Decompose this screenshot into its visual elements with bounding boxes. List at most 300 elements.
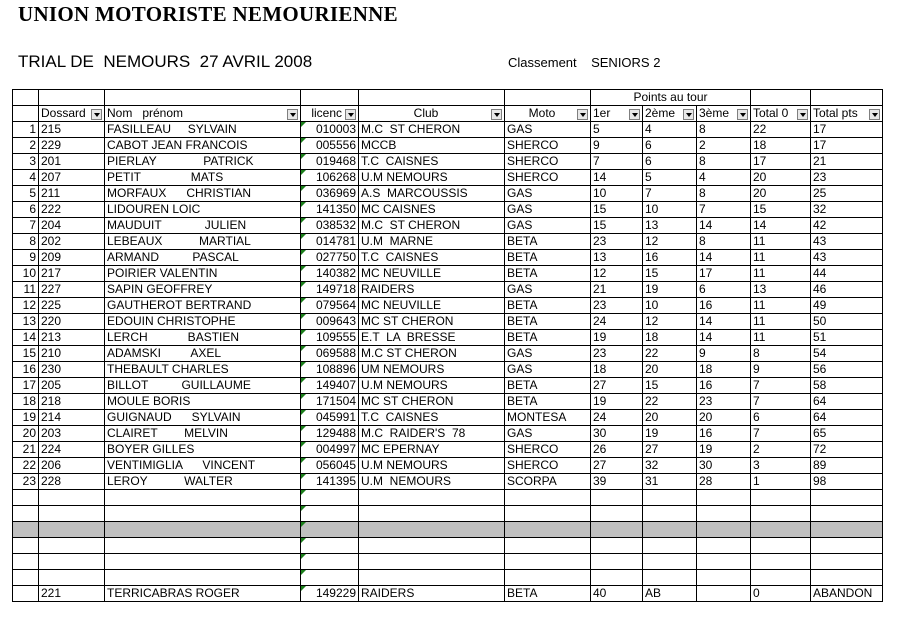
total-cell — [811, 570, 883, 586]
t3-cell: 4 — [697, 170, 751, 186]
rank-cell: 7 — [13, 218, 39, 234]
dossard-cell: 202 — [39, 234, 105, 250]
licence-cell: 140382 — [301, 266, 359, 282]
column-header-row — [13, 106, 883, 122]
total-cell: 51 — [811, 330, 883, 346]
table-row — [13, 218, 883, 234]
table-row — [13, 362, 883, 378]
club-cell: MC NEUVILLE — [359, 298, 505, 314]
total-cell: 42 — [811, 218, 883, 234]
empty-row — [13, 522, 883, 538]
total0-cell — [751, 490, 811, 506]
filter-dropdown-icon[interactable] — [869, 109, 880, 120]
t3-cell: 16 — [697, 298, 751, 314]
t1-cell: 40 — [591, 586, 643, 602]
header-total0: Total 0 — [751, 106, 811, 122]
dossard-cell — [39, 570, 105, 586]
nom-cell: MORFAUX CHRISTIAN — [105, 186, 301, 202]
total-cell: 23 — [811, 170, 883, 186]
rank-cell: 8 — [13, 234, 39, 250]
t2-cell — [643, 522, 697, 538]
t3-cell: 28 — [697, 474, 751, 490]
total-cell: 25 — [811, 186, 883, 202]
licence-cell: 005556 — [301, 138, 359, 154]
rank-cell: 17 — [13, 378, 39, 394]
licence-cell: 149407 — [301, 378, 359, 394]
licence-cell: 004997 — [301, 442, 359, 458]
nom-cell: ARMAND PASCAL — [105, 250, 301, 266]
total0-cell: 20 — [751, 186, 811, 202]
total-cell: 44 — [811, 266, 883, 282]
moto-cell — [505, 554, 591, 570]
table-row — [13, 314, 883, 330]
moto-cell: GAS — [505, 362, 591, 378]
total-cell — [811, 506, 883, 522]
t3-cell: 16 — [697, 378, 751, 394]
moto-cell: SHERCO — [505, 458, 591, 474]
t1-cell: 23 — [591, 298, 643, 314]
t1-cell: 10 — [591, 186, 643, 202]
t2-cell: 12 — [643, 234, 697, 250]
t3-cell: 14 — [697, 314, 751, 330]
moto-cell: SHERCO — [505, 154, 591, 170]
licence-cell: 109555 — [301, 330, 359, 346]
nom-cell: MAUDUIT JULIEN — [105, 218, 301, 234]
dossard-cell: 224 — [39, 442, 105, 458]
t1-cell: 13 — [591, 250, 643, 266]
nom-cell: FASILLEAU SYLVAIN — [105, 122, 301, 138]
total0-cell: 9 — [751, 362, 811, 378]
club-cell: MCCB — [359, 138, 505, 154]
total-cell — [811, 490, 883, 506]
dossard-cell: 205 — [39, 378, 105, 394]
filter-dropdown-icon[interactable] — [577, 109, 588, 120]
licence-cell — [301, 570, 359, 586]
nom-cell: PETIT MATS — [105, 170, 301, 186]
nom-cell: POIRIER VALENTIN — [105, 266, 301, 282]
total0-cell — [751, 554, 811, 570]
dossard-cell: 207 — [39, 170, 105, 186]
filter-dropdown-icon[interactable] — [491, 109, 502, 120]
t1-cell: 26 — [591, 442, 643, 458]
dossard-cell: 203 — [39, 426, 105, 442]
t3-cell: 23 — [697, 394, 751, 410]
header-dossard: Dossard — [39, 106, 105, 122]
moto-cell: BETA — [505, 266, 591, 282]
total0-cell: 11 — [751, 298, 811, 314]
rank-cell — [13, 586, 39, 602]
rank-cell: 13 — [13, 314, 39, 330]
t1-cell: 7 — [591, 154, 643, 170]
moto-cell — [505, 538, 591, 554]
rank-cell: 11 — [13, 282, 39, 298]
t3-cell: 8 — [697, 234, 751, 250]
total0-cell: 18 — [751, 138, 811, 154]
moto-cell: GAS — [505, 282, 591, 298]
club-cell: U.M NEMOURS — [359, 378, 505, 394]
club-cell: UM NEMOURS — [359, 362, 505, 378]
t1-cell: 18 — [591, 362, 643, 378]
filter-dropdown-icon[interactable] — [629, 109, 640, 120]
t3-cell: 17 — [697, 266, 751, 282]
dossard-cell: 227 — [39, 282, 105, 298]
licence-cell: 038532 — [301, 218, 359, 234]
t1-cell: 19 — [591, 394, 643, 410]
total-cell: 21 — [811, 154, 883, 170]
nom-cell — [105, 490, 301, 506]
organization-title: UNION MOTORISTE NEMOURIENNE — [18, 2, 398, 26]
t1-cell — [591, 490, 643, 506]
table-row — [13, 186, 883, 202]
table-row — [13, 298, 883, 314]
rank-cell: 6 — [13, 202, 39, 218]
rank-cell — [13, 490, 39, 506]
total-cell: 89 — [811, 458, 883, 474]
licence-cell: 014781 — [301, 234, 359, 250]
moto-cell: SHERCO — [505, 138, 591, 154]
total0-cell — [751, 522, 811, 538]
total-cell: 50 — [811, 314, 883, 330]
rank-cell: 22 — [13, 458, 39, 474]
total0-cell: 8 — [751, 346, 811, 362]
rank-cell — [13, 554, 39, 570]
total0-cell — [751, 538, 811, 554]
t1-cell: 15 — [591, 218, 643, 234]
dossard-cell: 221 — [39, 586, 105, 602]
moto-cell: BETA — [505, 234, 591, 250]
licence-cell — [301, 490, 359, 506]
rank-cell: 10 — [13, 266, 39, 282]
t1-cell: 24 — [591, 314, 643, 330]
t3-cell: 8 — [697, 122, 751, 138]
dossard-cell: 211 — [39, 186, 105, 202]
event-title: TRIAL DE NEMOURS 27 AVRIL 2008 — [18, 52, 313, 71]
moto-cell: BETA — [505, 314, 591, 330]
total-cell: ABANDON — [811, 586, 883, 602]
club-cell — [359, 506, 505, 522]
total-cell — [811, 522, 883, 538]
t2-cell: 13 — [643, 218, 697, 234]
licence-cell: 009643 — [301, 314, 359, 330]
group-header-row — [13, 90, 883, 106]
t2-cell: 10 — [643, 298, 697, 314]
filter-dropdown-icon[interactable] — [91, 109, 102, 120]
total0-cell: 7 — [751, 378, 811, 394]
table-row — [13, 330, 883, 346]
rank-cell: 18 — [13, 394, 39, 410]
nom-cell: CLAIRET MELVIN — [105, 426, 301, 442]
nom-cell: ADAMSKI AXEL — [105, 346, 301, 362]
nom-cell: BILLOT GUILLAUME — [105, 378, 301, 394]
total0-cell: 11 — [751, 330, 811, 346]
t3-cell: 8 — [697, 154, 751, 170]
nom-cell: CABOT JEAN FRANCOIS — [105, 138, 301, 154]
header-moto: Moto — [505, 106, 591, 122]
abandon-row — [13, 586, 883, 602]
moto-cell: BETA — [505, 586, 591, 602]
table-row — [13, 122, 883, 138]
total0-cell: 11 — [751, 266, 811, 282]
total-cell: 58 — [811, 378, 883, 394]
rank-cell: 20 — [13, 426, 39, 442]
t3-cell — [697, 538, 751, 554]
table-row — [13, 266, 883, 282]
t3-cell: 8 — [697, 186, 751, 202]
t1-cell: 23 — [591, 234, 643, 250]
licence-cell: 141395 — [301, 474, 359, 490]
table-row — [13, 442, 883, 458]
total0-cell: 22 — [751, 122, 811, 138]
rank-cell: 19 — [13, 410, 39, 426]
dossard-cell: 209 — [39, 250, 105, 266]
moto-cell — [505, 522, 591, 538]
rank-cell: 2 — [13, 138, 39, 154]
t1-cell — [591, 538, 643, 554]
licence-cell — [301, 554, 359, 570]
club-cell: A.S MARCOUSSIS — [359, 186, 505, 202]
t1-cell: 9 — [591, 138, 643, 154]
t2-cell: 4 — [643, 122, 697, 138]
rank-cell: 16 — [13, 362, 39, 378]
dossard-cell — [39, 506, 105, 522]
licence-cell: 079564 — [301, 298, 359, 314]
t1-cell: 30 — [591, 426, 643, 442]
total-cell: 43 — [811, 250, 883, 266]
t3-cell: 14 — [697, 250, 751, 266]
total-cell: 54 — [811, 346, 883, 362]
club-cell: M.C ST CHERON — [359, 218, 505, 234]
t1-cell: 23 — [591, 346, 643, 362]
rank-cell: 4 — [13, 170, 39, 186]
club-cell: MC EPERNAY — [359, 442, 505, 458]
total-cell: 65 — [811, 426, 883, 442]
total0-cell: 11 — [751, 234, 811, 250]
filter-dropdown-icon[interactable] — [737, 109, 748, 120]
dossard-cell — [39, 554, 105, 570]
t2-cell: 10 — [643, 202, 697, 218]
club-cell — [359, 570, 505, 586]
dossard-cell — [39, 522, 105, 538]
total-cell — [811, 554, 883, 570]
club-cell: T.C CAISNES — [359, 250, 505, 266]
t2-cell: 22 — [643, 394, 697, 410]
licence-cell: 171504 — [301, 394, 359, 410]
t2-cell — [643, 490, 697, 506]
t2-cell: 32 — [643, 458, 697, 474]
t2-cell — [643, 506, 697, 522]
club-cell — [359, 554, 505, 570]
t2-cell: 16 — [643, 250, 697, 266]
total0-cell: 2 — [751, 442, 811, 458]
nom-cell — [105, 538, 301, 554]
nom-cell: GUIGNAUD SYLVAIN — [105, 410, 301, 426]
club-cell: MC ST CHERON — [359, 394, 505, 410]
total0-cell: 17 — [751, 154, 811, 170]
total0-cell: 7 — [751, 426, 811, 442]
t3-cell — [697, 586, 751, 602]
total0-cell: 7 — [751, 394, 811, 410]
total0-cell: 13 — [751, 282, 811, 298]
club-cell: MC CAISNES — [359, 202, 505, 218]
club-cell: U.M NEMOURS — [359, 170, 505, 186]
licence-cell: 056045 — [301, 458, 359, 474]
licence-cell — [301, 506, 359, 522]
nom-cell: BOYER GILLES — [105, 442, 301, 458]
empty-row — [13, 554, 883, 570]
t1-cell: 15 — [591, 202, 643, 218]
licence-cell: 149229 — [301, 586, 359, 602]
t3-cell — [697, 554, 751, 570]
total0-cell: 11 — [751, 250, 811, 266]
total-cell: 43 — [811, 234, 883, 250]
club-cell: U.M MARNE — [359, 234, 505, 250]
moto-cell: BETA — [505, 330, 591, 346]
club-cell: T.C CAISNES — [359, 410, 505, 426]
t1-cell: 39 — [591, 474, 643, 490]
club-cell: M.C ST CHERON — [359, 122, 505, 138]
t2-cell: 6 — [643, 154, 697, 170]
t2-cell: 7 — [643, 186, 697, 202]
filter-dropdown-icon[interactable] — [797, 109, 808, 120]
moto-cell: GAS — [505, 186, 591, 202]
nom-cell: LEBEAUX MARTIAL — [105, 234, 301, 250]
moto-cell: GAS — [505, 346, 591, 362]
t2-cell: 15 — [643, 378, 697, 394]
t2-cell: 31 — [643, 474, 697, 490]
dossard-cell: 220 — [39, 314, 105, 330]
table-row — [13, 346, 883, 362]
table-row — [13, 458, 883, 474]
header-tour-1: 1er — [591, 106, 643, 122]
total-cell: 32 — [811, 202, 883, 218]
filter-dropdown-icon[interactable] — [287, 109, 298, 120]
moto-cell: BETA — [505, 250, 591, 266]
moto-cell: GAS — [505, 202, 591, 218]
t2-cell: 12 — [643, 314, 697, 330]
t3-cell — [697, 506, 751, 522]
header-nom: Nom prénom — [105, 106, 301, 122]
dossard-cell: 204 — [39, 218, 105, 234]
club-cell: U.M NEMOURS — [359, 458, 505, 474]
rank-cell: 12 — [13, 298, 39, 314]
licence-cell: 027750 — [301, 250, 359, 266]
t1-cell: 24 — [591, 410, 643, 426]
total-cell: 64 — [811, 394, 883, 410]
club-cell: U.M NEMOURS — [359, 474, 505, 490]
total0-cell — [751, 506, 811, 522]
total-cell: 64 — [811, 410, 883, 426]
nom-cell: MOULE BORIS — [105, 394, 301, 410]
t3-cell: 7 — [697, 202, 751, 218]
rank-cell — [13, 570, 39, 586]
t2-cell: 27 — [643, 442, 697, 458]
header-licence: licenc — [301, 106, 359, 122]
empty-row — [13, 490, 883, 506]
total0-cell — [751, 570, 811, 586]
club-cell: T.C CAISNES — [359, 154, 505, 170]
dossard-cell: 217 — [39, 266, 105, 282]
t2-cell: 6 — [643, 138, 697, 154]
t2-cell: 15 — [643, 266, 697, 282]
dossard-cell — [39, 490, 105, 506]
dossard-cell — [39, 538, 105, 554]
moto-cell: SHERCO — [505, 442, 591, 458]
empty-row — [13, 506, 883, 522]
nom-cell: TERRICABRAS ROGER — [105, 586, 301, 602]
filter-dropdown-icon[interactable] — [345, 109, 356, 120]
licence-cell — [301, 522, 359, 538]
dossard-cell: 210 — [39, 346, 105, 362]
t2-cell: 19 — [643, 426, 697, 442]
t3-cell: 19 — [697, 442, 751, 458]
total0-cell: 3 — [751, 458, 811, 474]
dossard-cell: 214 — [39, 410, 105, 426]
total-cell: 72 — [811, 442, 883, 458]
total-cell — [811, 538, 883, 554]
t2-cell — [643, 538, 697, 554]
moto-cell: BETA — [505, 298, 591, 314]
t2-cell: 22 — [643, 346, 697, 362]
t3-cell — [697, 490, 751, 506]
rank-cell: 3 — [13, 154, 39, 170]
moto-cell: BETA — [505, 394, 591, 410]
table-row — [13, 138, 883, 154]
dossard-cell: 218 — [39, 394, 105, 410]
club-cell: E.T LA BRESSE — [359, 330, 505, 346]
dossard-cell: 229 — [39, 138, 105, 154]
t3-cell — [697, 570, 751, 586]
total0-cell: 0 — [751, 586, 811, 602]
t2-cell: 19 — [643, 282, 697, 298]
dossard-cell: 201 — [39, 154, 105, 170]
t3-cell: 20 — [697, 410, 751, 426]
table-row — [13, 250, 883, 266]
nom-cell — [105, 522, 301, 538]
licence-cell: 108896 — [301, 362, 359, 378]
club-cell — [359, 490, 505, 506]
empty-row — [13, 538, 883, 554]
nom-cell: SAPIN GEOFFREY — [105, 282, 301, 298]
club-cell: M.C ST CHERON — [359, 346, 505, 362]
dossard-cell: 206 — [39, 458, 105, 474]
nom-cell: VENTIMIGLIA VINCENT — [105, 458, 301, 474]
club-cell: MC NEUVILLE — [359, 266, 505, 282]
dossard-cell: 225 — [39, 298, 105, 314]
dossard-cell: 215 — [39, 122, 105, 138]
t3-cell: 18 — [697, 362, 751, 378]
rank-cell: 21 — [13, 442, 39, 458]
t1-cell — [591, 522, 643, 538]
filter-dropdown-icon[interactable] — [683, 109, 694, 120]
t1-cell — [591, 570, 643, 586]
total-cell: 98 — [811, 474, 883, 490]
licence-cell: 129488 — [301, 426, 359, 442]
licence-cell: 069588 — [301, 346, 359, 362]
total0-cell: 15 — [751, 202, 811, 218]
t3-cell: 30 — [697, 458, 751, 474]
moto-cell: BETA — [505, 378, 591, 394]
table-row — [13, 170, 883, 186]
moto-cell: GAS — [505, 426, 591, 442]
table-row — [13, 202, 883, 218]
dossard-cell: 222 — [39, 202, 105, 218]
total-cell: 56 — [811, 362, 883, 378]
licence-cell: 010003 — [301, 122, 359, 138]
results-table — [12, 89, 883, 602]
rank-cell — [13, 538, 39, 554]
t1-cell: 14 — [591, 170, 643, 186]
empty-row — [13, 570, 883, 586]
